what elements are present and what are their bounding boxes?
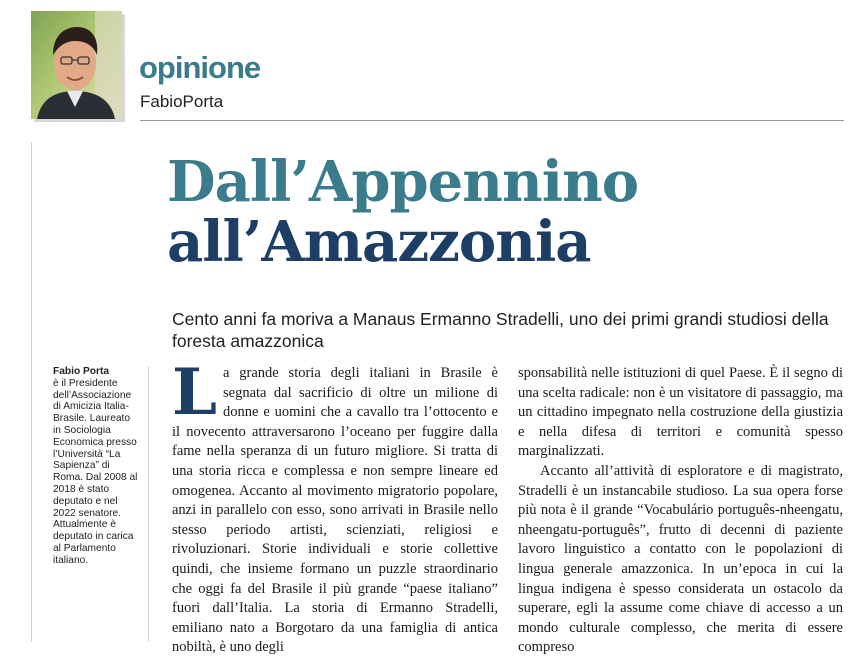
article-column-2 (518, 364, 843, 658)
section-label: opinione (139, 50, 261, 85)
author-bio (53, 366, 139, 567)
bio-text: è il Presidente dell’Associazione di Amicizia Italia-Brasile. Laureato in Sociologia Economica presso l’Università “La Sapienza” di Roma. Dal 2008 al 2018 è stato deputato e nel 2022 senatore. Attualmente è deputato in carica al Parlamento italiano. (53, 377, 138, 566)
author-portrait-image (31, 11, 122, 119)
drop-cap: L (172, 355, 217, 430)
left-margin-rule (31, 142, 32, 642)
author-photo (31, 11, 122, 119)
article-title (167, 149, 639, 275)
article-subtitle: Cento anni fa moriva a Manaus Ermanno Stradelli, uno dei primi grandi studiosi della foresta amazzonica (172, 309, 829, 351)
column-divider (148, 366, 149, 642)
columnist-name: FabioPorta (140, 92, 224, 111)
body-paragraph-2: sponsabilità nelle istituzioni di quel Paese. È il segno di una scelta radicale: non è un visitatore di passaggio, ma un cittadino impegnato nella costruzione della giustizia e nella difesa di territori e comunità spesso marginalizzati. (518, 365, 843, 460)
title-line-2: all’Amazzonia (167, 209, 591, 275)
bio-name: Fabio Porta (53, 366, 110, 377)
body-paragraph-3: Accanto all’attività di esploratore e di magistrato, Stradelli è un instancabile studioso. La sua opera forse più nota è il grande “Vocabulário português-nheengatu, nheengatu-português”, frutto di decenni di paziente lavoro linguistico a contatto con le popolazioni di lingua generale amazzonica. In un’epoca in cui la lingua indigena è spesso considerata un ostacolo da superare, egli la assume come chiave di accesso a un mondo culturale complesso, che merita di essere compreso (518, 462, 843, 656)
article-column-1 (172, 355, 498, 658)
header-divider (140, 120, 844, 121)
title-line-1: Dall’Appennino (167, 149, 639, 215)
body-paragraph-1: a grande storia degli italiani in Brasile è segnata dal sacrificio di oltre un milione di donne e uomini che a cavallo tra l’ottocento e il novecento attraversarono l’oceano per fuggire dalla fame nella speranza di un futuro migliore. Si tratta di una storia ricca e complessa e non sempre lineare ed omogenea. Accanto al movimento migratorio popolare, anzi in parallelo con esso, sono arrivati in Brasile nello stesso periodo artisti, scienziati, religiosi e rivoluzionari. Storie individuali e storie collettive quindi, che insieme formano un puzzle straordinario che oggi fa del Brasile il più grande “paese italiano” fuori dall’Italia. La storia di Ermanno Stradelli, emiliano nato a Borgotaro da una famiglia di antica nobiltà, è uno degli (172, 365, 498, 656)
